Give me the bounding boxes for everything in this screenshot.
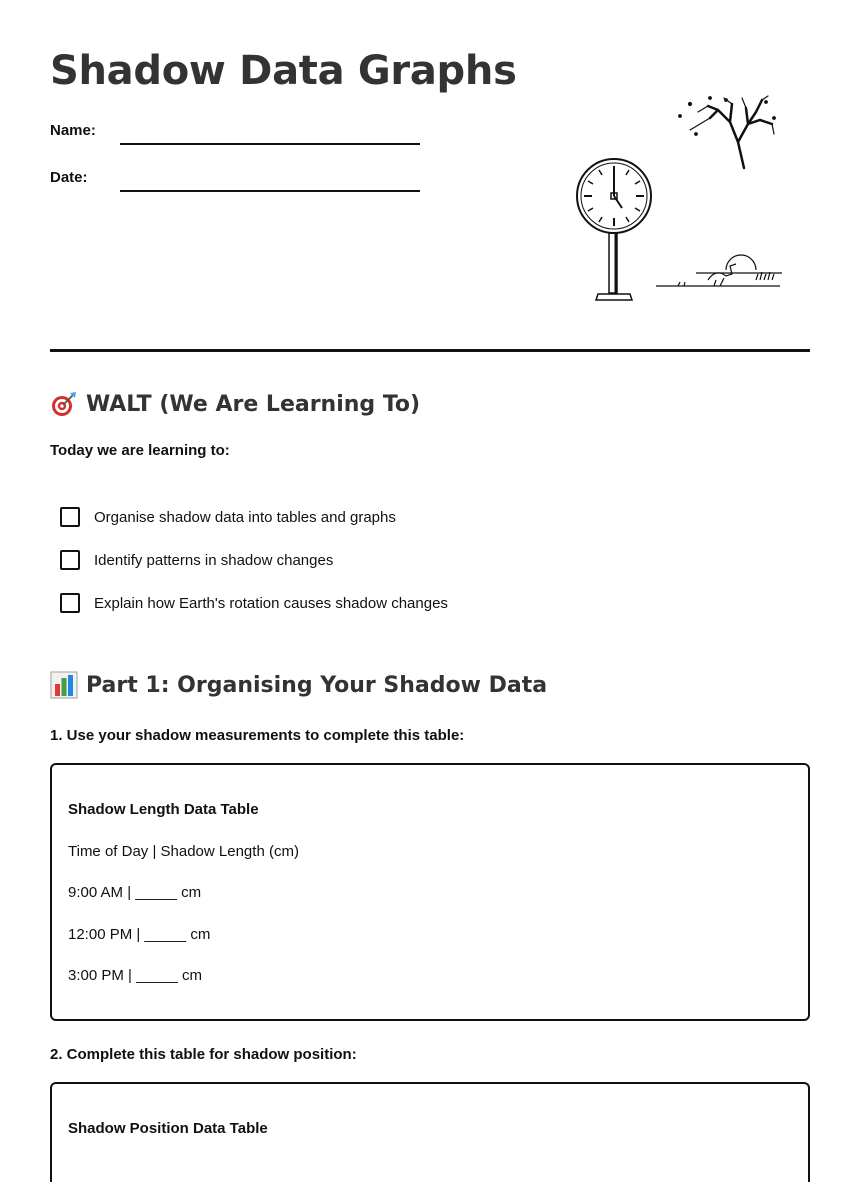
checkbox[interactable]: [60, 593, 80, 613]
walt-heading-text: WALT (We Are Learning To): [86, 391, 421, 417]
table-title: Shadow Position Data Table: [68, 1120, 268, 1137]
table-row[interactable]: 12:00 PM | _____ cm: [68, 926, 211, 943]
walt-item[interactable]: [60, 550, 333, 570]
bar-chart-icon: [50, 671, 78, 699]
walt-item[interactable]: [60, 507, 396, 527]
walt-item-label: Explain how Earth's rotation causes shadow changes: [94, 594, 448, 612]
sunset-landscape-icon: [656, 255, 782, 286]
shadow-position-table-card: [50, 1082, 810, 1182]
walt-intro: Today we are learning to:: [50, 442, 230, 459]
part1-heading: [50, 671, 547, 699]
table-row[interactable]: 9:00 AM | _____ cm: [68, 884, 202, 901]
table-row[interactable]: 3:00 PM | _____ cm: [68, 967, 202, 984]
date-field: [50, 169, 88, 186]
date-input-line[interactable]: [120, 190, 420, 192]
walt-heading: [50, 390, 420, 418]
table-title: Shadow Length Data Table: [68, 801, 259, 818]
page-title: Shadow Data Graphs: [50, 48, 517, 94]
table-header: Time of Day | Shadow Length (cm): [68, 843, 299, 860]
part1-heading-text: Part 1: Organising Your Shadow Data: [86, 672, 548, 698]
tree-icon: [679, 96, 776, 168]
checkbox[interactable]: [60, 507, 80, 527]
name-input-line[interactable]: [120, 143, 420, 145]
checkbox[interactable]: [60, 550, 80, 570]
shadow-length-table-card: [50, 763, 810, 1021]
date-label: Date:: [50, 169, 88, 186]
walt-item-label: Identify patterns in shadow changes: [94, 551, 334, 569]
target-icon: [50, 390, 78, 418]
question-1: 1. Use your shadow measurements to complete this table:: [50, 727, 465, 744]
name-field: [50, 122, 96, 139]
question-2: 2. Complete this table for shadow position:: [50, 1046, 357, 1063]
clock-icon: [577, 159, 651, 300]
name-label: Name:: [50, 122, 96, 139]
walt-item-label: Organise shadow data into tables and graphs: [94, 508, 396, 526]
walt-item[interactable]: [60, 593, 448, 613]
section-divider: [50, 349, 810, 352]
shadow-illustration: [560, 90, 800, 310]
